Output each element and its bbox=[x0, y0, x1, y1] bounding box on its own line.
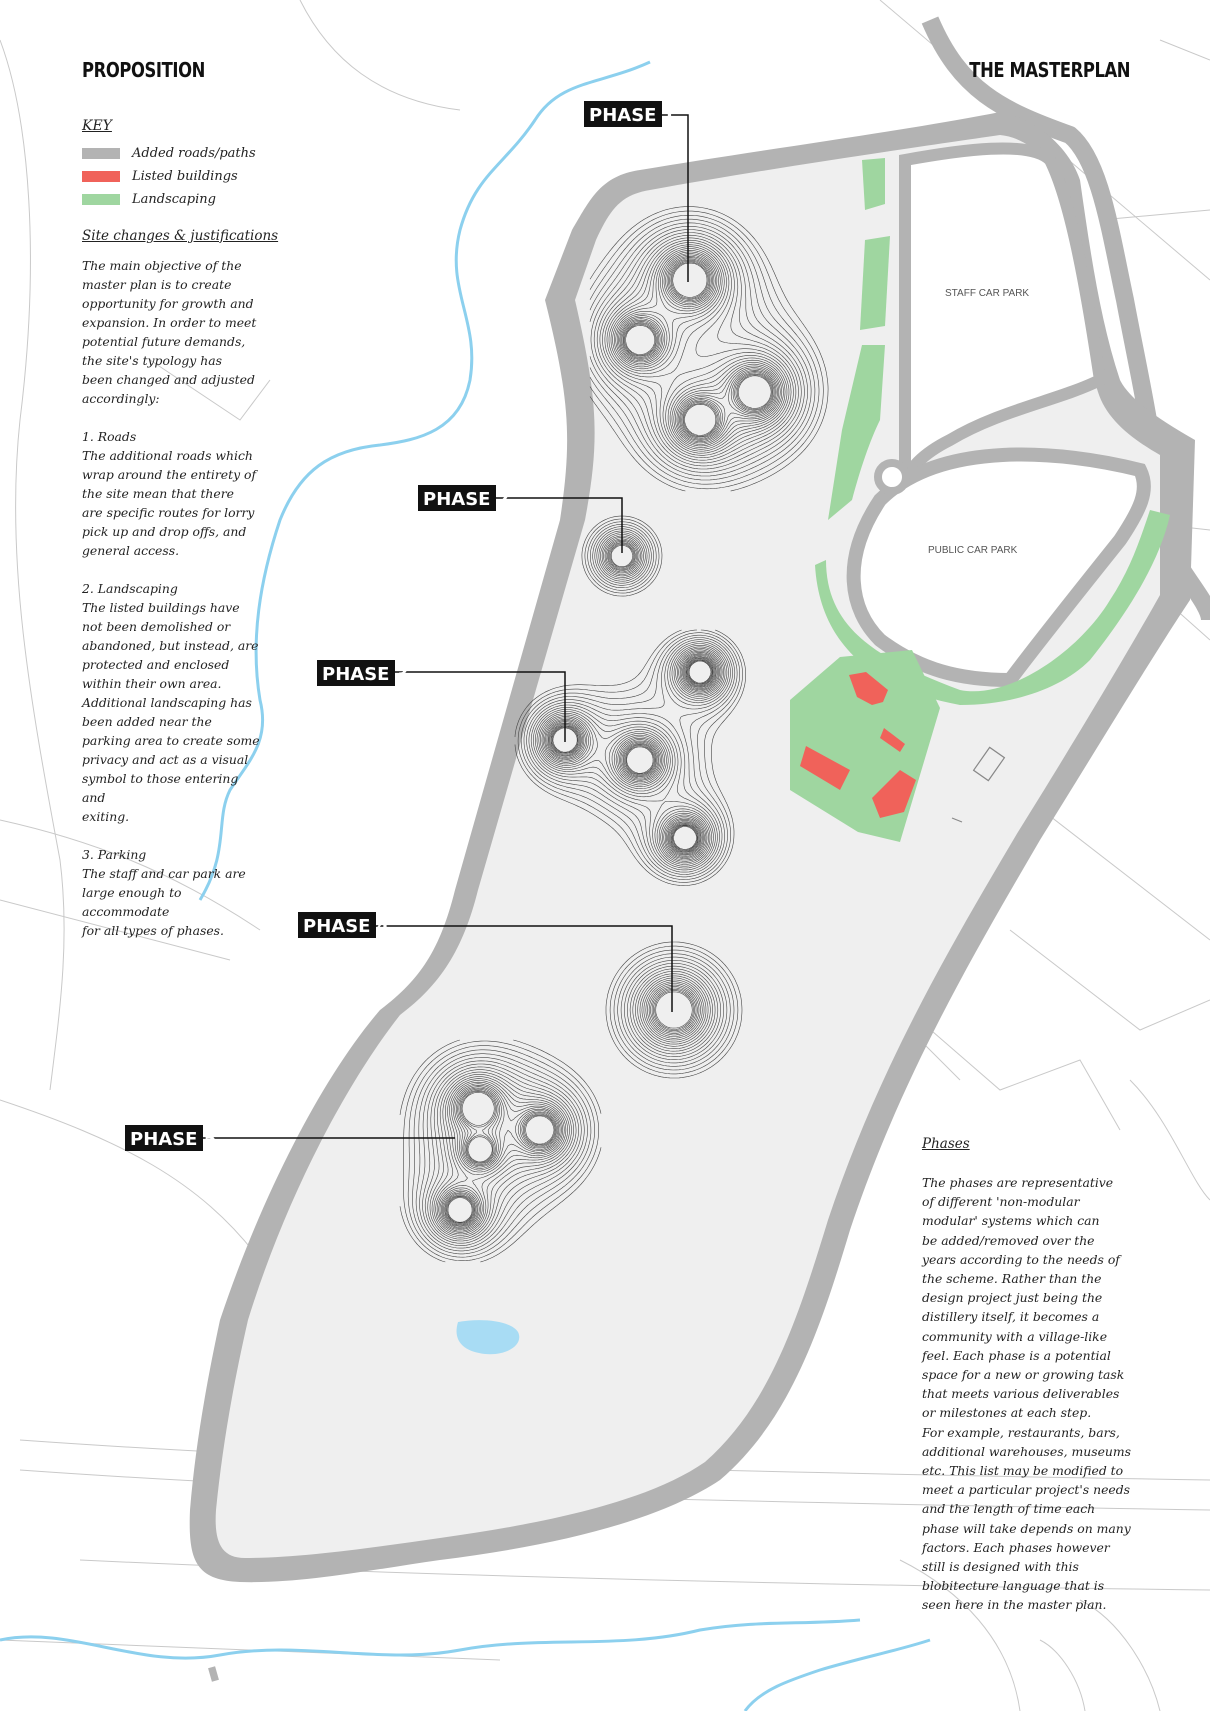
site-changes-notes bbox=[82, 228, 279, 959]
notes-landscaping: 2. Landscaping The listed buildings have not been demolished or abandoned, but instead, are protected and enclosed within their own area. Additional landscaping has been added near the parking area to create some privacy and act as a visual symbol to those entering and exiting. bbox=[82, 581, 260, 824]
key-item-listed bbox=[82, 167, 238, 185]
phases-text: The phases are representative of different 'non-modular modular' systems which can be added/removed over the years according to the needs of the scheme. Rather than the design project just being the distillery itself, it becomes a community with a village-like feel. Each phase is a potential space for a new or growing task that meets various deliverables or milestones at each step. For example, restaurants, bars, additional warehouses, museums etc. This list may be modified to meet a particular project's needs and the length of time each phase will take depends on many factors. Each phases however still is designed with this blobitecture language that is seen here in the master plan. bbox=[922, 1175, 1131, 1613]
key-label-roads: Added roads/paths bbox=[132, 145, 256, 161]
site-changes-heading: Site changes & justifications bbox=[82, 228, 279, 244]
key-swatch-landscaping bbox=[82, 194, 120, 205]
phase-2-label: PHASE 2 bbox=[423, 489, 510, 510]
phase-5-label: PHASE 5 bbox=[130, 1129, 217, 1150]
key-label-landscaping: Landscaping bbox=[132, 191, 216, 207]
notes-roads: 1. Roads The additional roads which wrap around the entirety of the site mean that there are specific routes for lorry pick up and drop offs, and general access. bbox=[82, 429, 257, 558]
phase-1-label: PHASE 1 bbox=[589, 105, 676, 126]
page-title-right: THE MASTERPLAN bbox=[969, 58, 1130, 82]
key-label-listed: Listed buildings bbox=[132, 168, 238, 184]
notes-parking: 3. Parking The staff and car park are large enough to accommodate for all types of phases. bbox=[82, 847, 246, 938]
key-title: KEY bbox=[82, 118, 112, 134]
key-swatch-roads bbox=[82, 148, 120, 159]
public-car-park-label: PUBLIC CAR PARK bbox=[928, 545, 1018, 556]
phases-heading: Phases bbox=[922, 1136, 970, 1152]
page-title-left: PROPOSITION bbox=[82, 58, 205, 82]
phases-notes bbox=[922, 1136, 1134, 1615]
phase-4-label: PHASE 4 bbox=[303, 916, 390, 937]
key-swatch-listed bbox=[82, 171, 120, 182]
key-item-roads bbox=[82, 144, 256, 162]
key-item-landscaping bbox=[82, 190, 216, 208]
notes-intro: The main objective of the master plan is to create opportunity for growth and expansion. In order to meet potential future demands, the site's typology has been changed and adjusted accordingly: bbox=[82, 258, 257, 406]
staff-car-park-label: STAFF CAR PARK bbox=[945, 288, 1030, 299]
phase-3-label: PHASE 3 bbox=[322, 664, 409, 685]
